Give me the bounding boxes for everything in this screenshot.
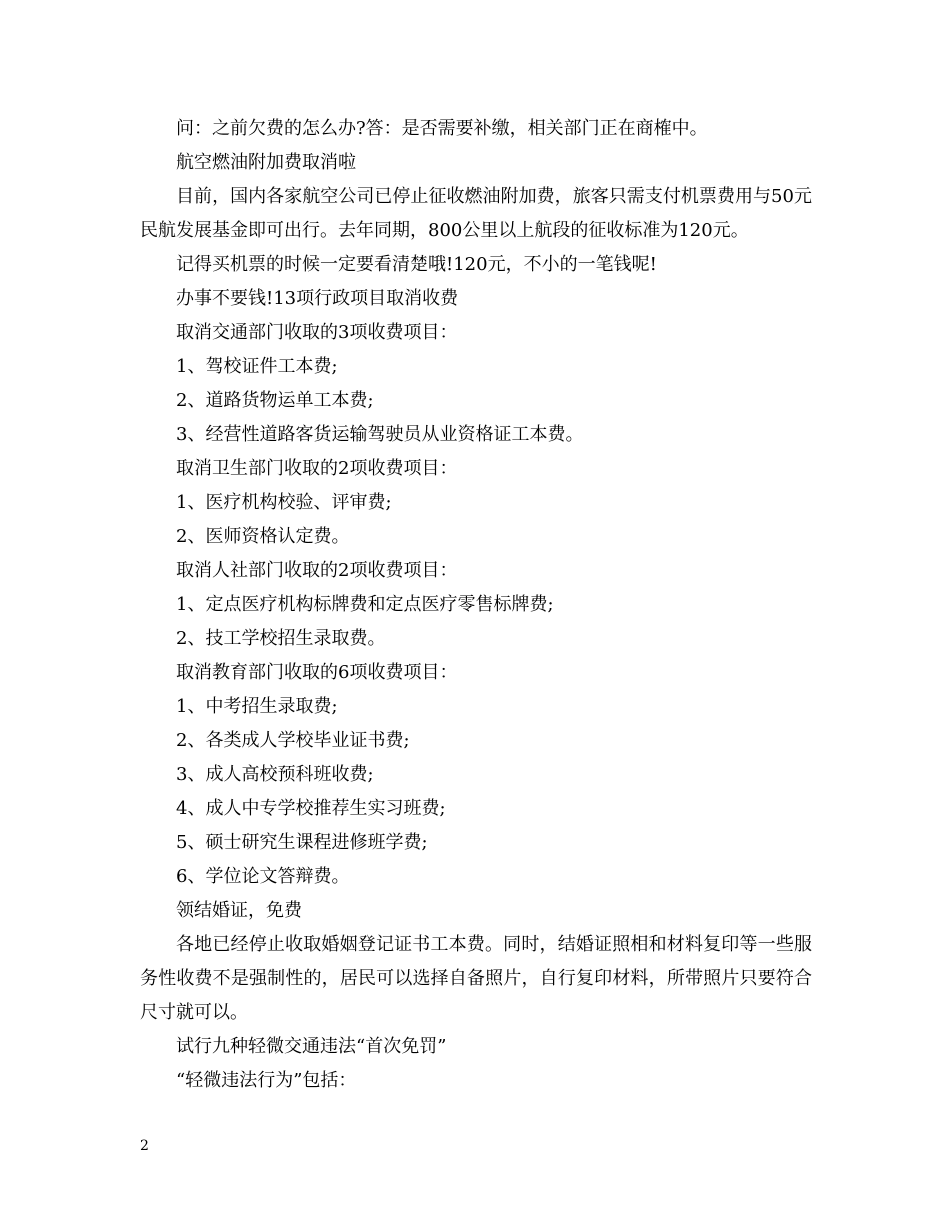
list-item: 4、成人中专学校推荐生实习班费;: [176, 798, 446, 819]
section-heading: 办事不要钱!13项行政项目取消收费: [176, 288, 459, 309]
list-heading: 取消交通部门收取的3项收费项目：: [176, 322, 458, 343]
paragraph: 目前，国内各家航空公司已停止征收燃油附加费，旅客只需支付机票费用与50元民航发展基金即可出行。去年同期，800公里以上航段的征收标准为120元。: [140, 186, 812, 241]
section-heading: 试行九种轻微交通违法“首次免罚”: [176, 1036, 447, 1057]
section-heading: 航空燃油附加费取消啦: [176, 152, 356, 173]
list-heading: 取消卫生部门收取的2项收费项目：: [176, 458, 458, 479]
document-body: [140, 112, 812, 1098]
paragraph: 记得买机票的时候一定要看清楚哦!120元，不小的一笔钱呢!: [176, 254, 657, 275]
list-item: 1、医疗机构校验、评审费;: [176, 492, 392, 513]
list-item: 2、各类成人学校毕业证书费;: [176, 730, 410, 751]
page-number: 2: [140, 1138, 149, 1154]
list-item: 2、道路货物运单工本费;: [176, 390, 374, 411]
list-item: 6、学位论文答辩费。: [176, 866, 350, 887]
paragraph: “轻微违法行为”包括：: [176, 1070, 357, 1091]
paragraph: 各地已经停止收取婚姻登记证书工本费。同时，结婚证照相和材料复印等一些服务性收费不是强制性的，居民可以选择自备照片，自行复印材料，所带照片只要符合尺寸就可以。: [140, 934, 812, 1023]
list-item: 3、经营性道路客货运输驾驶员从业资格证工本费。: [176, 424, 584, 445]
paragraph: 问：之前欠费的怎么办?答：是否需要补缴，相关部门正在商榷中。: [176, 118, 708, 139]
list-item: 2、医师资格认定费。: [176, 526, 350, 547]
list-heading: 取消教育部门收取的6项收费项目：: [176, 662, 458, 683]
list-item: 1、定点医疗机构标牌费和定点医疗零售标牌费;: [176, 594, 554, 615]
section-heading: 领结婚证，免费: [176, 900, 302, 921]
list-item: 2、技工学校招生录取费。: [176, 628, 386, 649]
list-item: 3、成人高校预科班收费;: [176, 764, 374, 785]
list-item: 1、驾校证件工本费;: [176, 356, 338, 377]
list-heading: 取消人社部门收取的2项收费项目：: [176, 560, 458, 581]
list-item: 1、中考招生录取费;: [176, 696, 338, 717]
list-item: 5、硕士研究生课程进修班学费;: [176, 832, 428, 853]
